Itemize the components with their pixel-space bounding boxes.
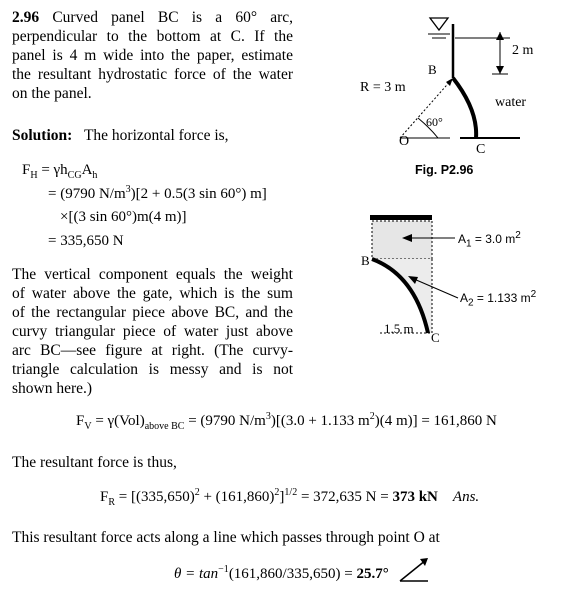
fig2-label-c: C (431, 330, 440, 345)
problem-statement (12, 8, 293, 84)
problem-line-3: panel is 4 m wide into the paper, estimate (12, 47, 293, 64)
problem-number: 2.96 (12, 9, 40, 26)
fig2-label-15: 1.5 m (384, 321, 414, 336)
fig1-label-2m: 2 m (512, 43, 534, 58)
resultant-intro: The resultant force is thus, (12, 454, 177, 471)
angle-icon (398, 557, 430, 583)
fh-equation-line-3: ×[(3 sin 60°)m(4 m)] (60, 209, 187, 225)
fig1-label-water: water (495, 95, 527, 110)
fig2-label-b: B (361, 253, 370, 268)
fig1-label-r: R = 3 m (360, 80, 406, 95)
answer-label: Ans. (452, 489, 480, 505)
fh-equation-line-4: = 335,650 N (48, 233, 124, 249)
line-intro: This resultant force acts along a line which passes through point O at (12, 529, 440, 546)
problem-line-2: perpendicular to the bottom at C. If the (12, 28, 293, 45)
fig2-label-a2: $A_2 = 1.133$ $m^2$ (460, 289, 537, 309)
fh-equation-line-2: = (9790 $N/m^3)[2 + 0.5(3$ sin 60°) m] (48, 184, 267, 202)
curved-panel (453, 78, 476, 138)
problem-line-5: on the panel. (12, 85, 92, 102)
free-surface-icon (430, 18, 448, 30)
fig1-caption: Fig. P2.96 (415, 163, 474, 177)
vertical-paragraph: The vertical component equals the weight of water above the gate, which is the sum of the rectangular piece above BC, and the curvy triangular piece of water just above arc BC—see figure at right. (The curvy- triangle calculation is messy and is not (12, 266, 293, 378)
fig1-label-c: C (476, 142, 486, 157)
solution-intro: Solution: The horizontal force is, (12, 127, 229, 144)
vertical-paragraph-last: shown here.) (12, 380, 93, 397)
theta-equation: $\theta = \tan^{-1}(161,860/335,650) = 25.7^\circ$ (174, 564, 389, 582)
fig1-label-o: O (399, 134, 410, 149)
fig1-label-b: B (428, 62, 437, 77)
fig2-label-a1: $A_1 = 3.0$ $m^2$ (458, 230, 521, 250)
fr-equation: $F_R = [(335,650)^2 + (161,860)^2]^{1/2} = 372,635$ N = 373 kN Ans. (100, 487, 480, 508)
solution-heading: Solution: (12, 127, 73, 144)
fig1-label-60: 60° (426, 115, 443, 129)
fv-equation: $F_V = \gamma(Vol)_{above BC} = (9790$ $N/m^3)[(3.0 + 1.133$ $m^2)(4$ m)] = 161,860 N (76, 411, 497, 432)
fh-equation-line-1: $F_H = \gamma h_{CG}A_h$ (22, 162, 98, 181)
problem-line-1: 2.96 Curved panel BC is a 60° arc, (12, 9, 293, 26)
problem-line-4: the resultant hydrostatic force of the water (12, 66, 293, 83)
